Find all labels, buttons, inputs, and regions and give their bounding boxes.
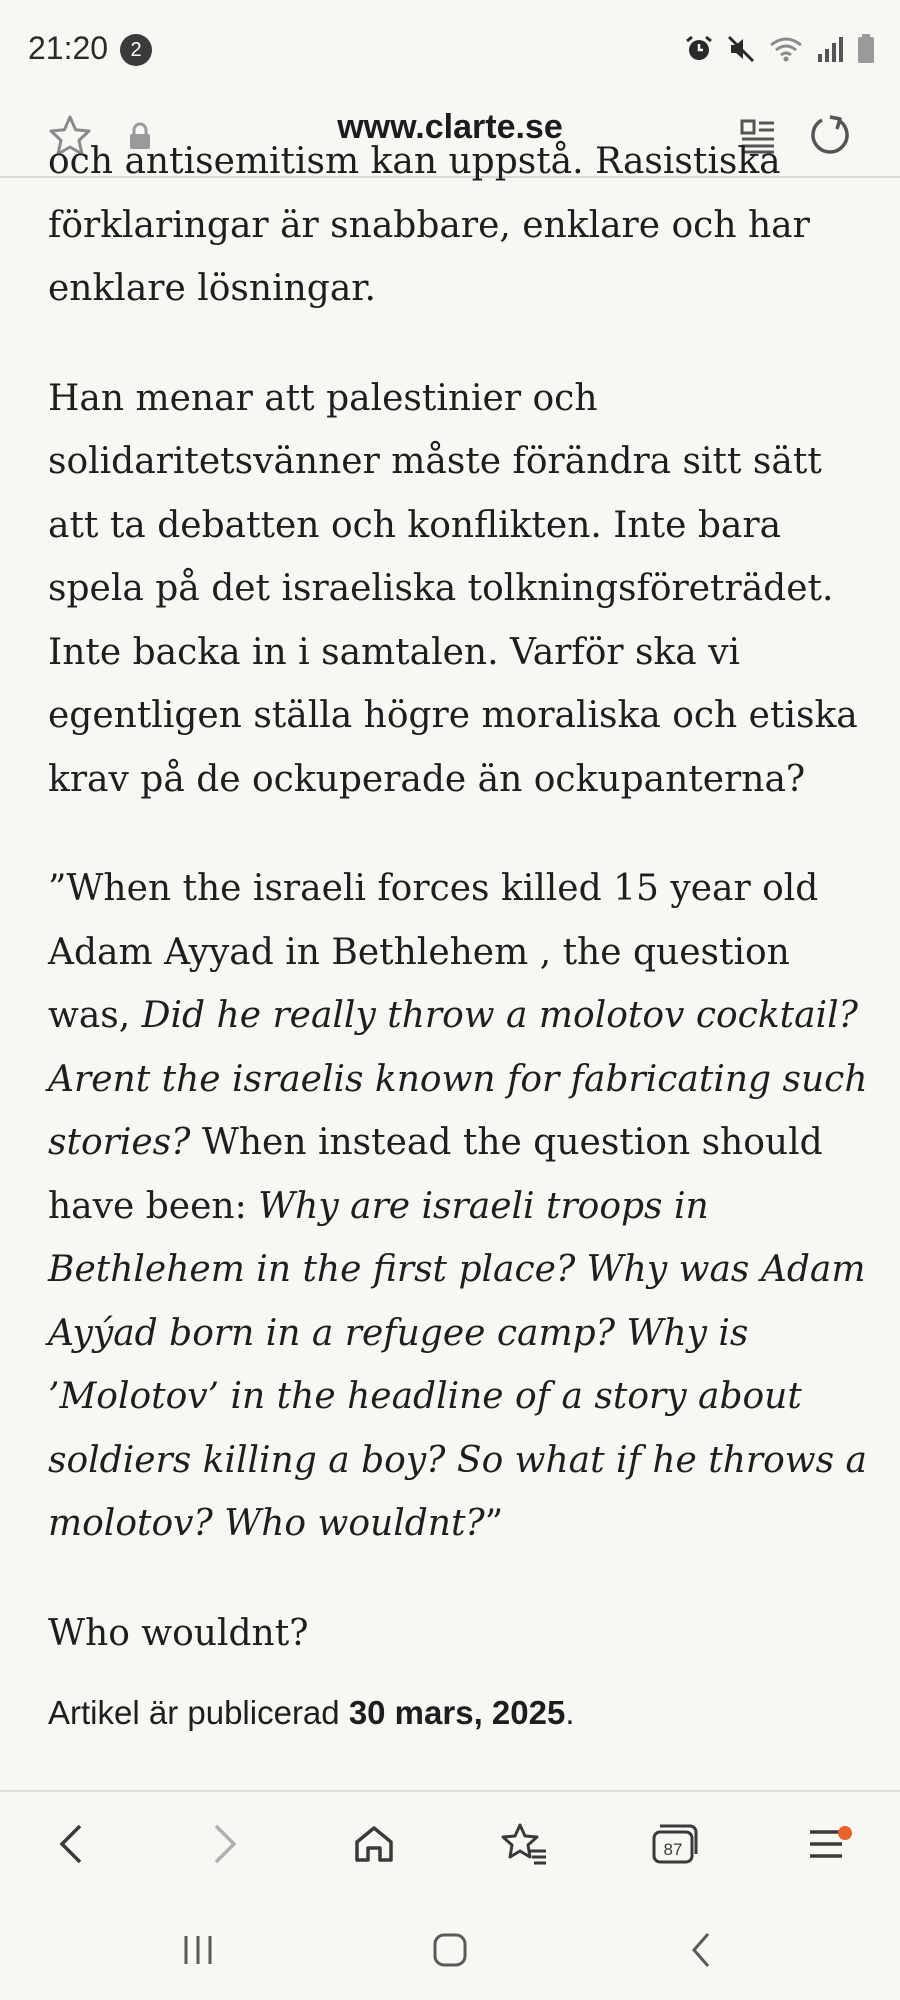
home-button-icon[interactable] [418, 1918, 482, 1982]
published-suffix: . [565, 1694, 575, 1731]
published-prefix: Artikel är publicerad [48, 1694, 349, 1731]
clipped-line: och antisemitism kan uppstå. Rasistiska [48, 141, 781, 182]
tab-count: 87 [663, 1840, 683, 1859]
forward-icon[interactable] [192, 1812, 256, 1876]
home-icon[interactable] [342, 1812, 406, 1876]
back-icon[interactable] [40, 1812, 104, 1876]
url-bar[interactable]: www.clarte.se [337, 108, 563, 146]
quote-text-c: When instead the question should have been: [48, 1122, 823, 1227]
published-date: 30 mars, 2025 [348, 1694, 566, 1731]
mute-icon [726, 34, 756, 64]
article-paragraph-1 [48, 130, 868, 321]
bookmarks-icon[interactable] [492, 1812, 556, 1876]
tabs-icon[interactable] [642, 1812, 706, 1876]
published-date-line [48, 1694, 575, 1732]
status-time: 21:20 [28, 30, 109, 66]
wifi-icon [768, 34, 804, 64]
browser-bottom-nav [0, 1790, 900, 1894]
article-paragraph-4: Who wouldnt? [48, 1612, 309, 1654]
article-content [48, 141, 868, 1790]
system-navigation-bar [0, 1894, 900, 2000]
quote-text-a: ”When the israeli forces killed 15 year old Adam Ayyad in Bethlehem , the question was, [48, 868, 819, 1036]
battery-icon [856, 33, 876, 65]
status-icons [684, 32, 876, 66]
notification-count-badge: 2 [120, 34, 152, 66]
paragraph-1-text: förklaringar är snabbare, enklare och har enklare lösningar. [48, 204, 810, 309]
menu-icon[interactable] [794, 1812, 858, 1876]
quote-italic-d: Why are israeli troops in Bethlehem in the first place? Why was Adam Ayýad born in a refugee camp? Why is ’Molotov’ in the headline of a story about soldiers killing a boy? So what if he throws a molotov? Who wouldnt? [48, 1185, 867, 1544]
quote-italic-b: Did he really throw a molotov cocktail? Arent the israelis known for fabricating such stories? [48, 995, 868, 1163]
recents-icon[interactable] [166, 1918, 230, 1982]
article-paragraph-2: Han menar att palestinier och solidaritetsvänner måste förändra sitt sätt att ta debatten och konflikten. Inte bara spela på det israeliska tolkningsföreträdet. Inte backa in i samtalen. Varför ska vi egentligen ställa högre moraliska och etiska krav på de ockuperade än ockupanterna? [48, 377, 858, 800]
quote-close: ” [484, 1503, 504, 1544]
signal-icon [816, 34, 844, 64]
article-paragraph-3-quote [48, 857, 868, 1556]
alarm-icon [684, 34, 714, 64]
system-back-icon[interactable] [670, 1918, 734, 1982]
status-bar [0, 0, 900, 96]
menu-notification-dot [838, 1826, 852, 1840]
